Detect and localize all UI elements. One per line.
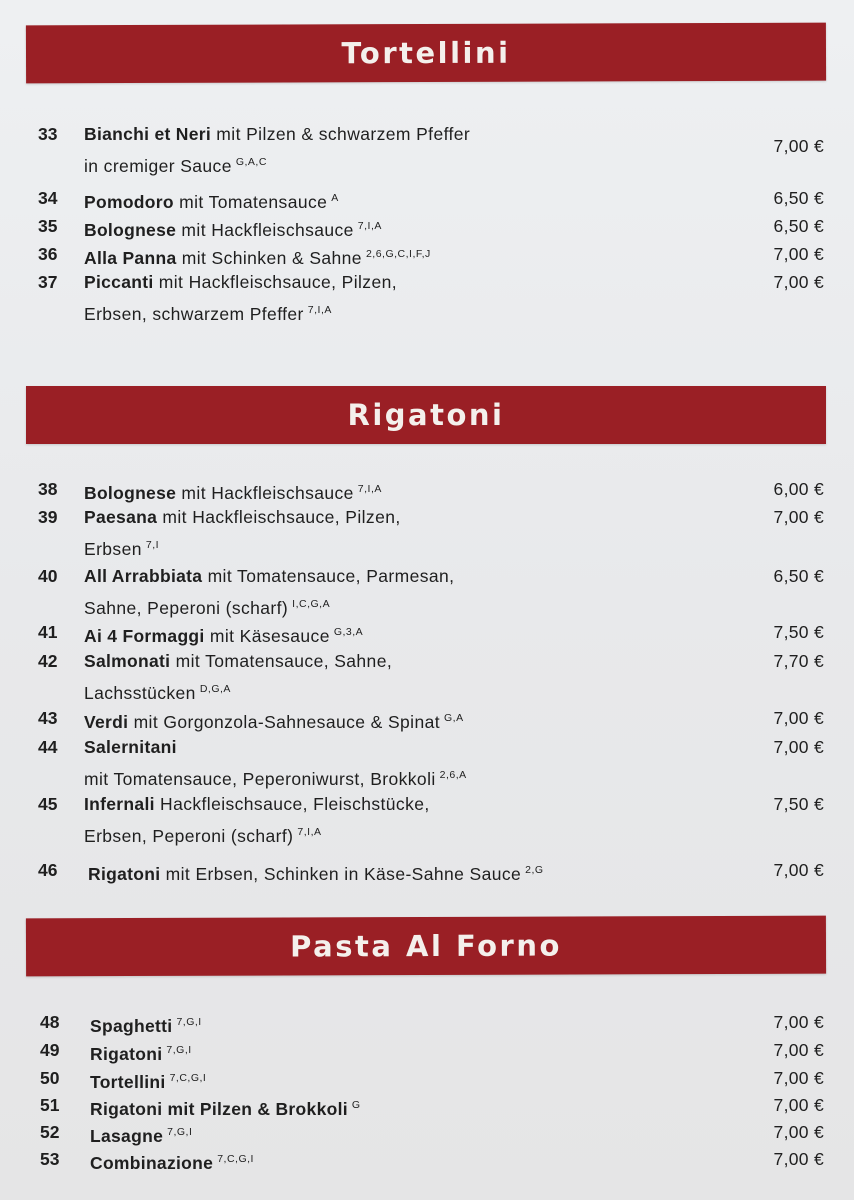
allergen-codes: 7,G,I [167, 1126, 193, 1138]
item-text: mit Hackfleischsauce [176, 483, 354, 503]
item-price: 7,00 € [773, 1068, 824, 1088]
item-number: 40 [38, 566, 58, 586]
item-name: Lasagne [90, 1126, 164, 1146]
item-text: mit Tomatensauce [173, 192, 328, 212]
item-name: Paesana [84, 507, 158, 527]
item-number: 44 [38, 737, 58, 757]
item-number: 50 [40, 1068, 60, 1088]
allergen-codes: G,A,C [235, 156, 267, 168]
allergen-codes: G [351, 1099, 361, 1111]
item-price: 7,50 € [773, 622, 824, 642]
item-text: mit Schinken & Sahne [176, 248, 362, 268]
item-text-line2: Erbsen, Peperoni (scharf) [84, 826, 294, 846]
item-text-line2: Lachsstücken [84, 683, 196, 703]
item-text: mit Gorgonzola-Sahnesauce & Spinat [128, 712, 440, 732]
item-price: 7,00 € [773, 737, 824, 757]
item-name: Verdi [84, 712, 129, 732]
item-number: 42 [38, 651, 58, 671]
item-text-line2: mit Tomatensauce, Peperoniwurst, Brokkoli [84, 769, 436, 789]
item-price: 7,00 € [773, 1012, 824, 1032]
item-name: Bianchi et Neri [84, 124, 212, 144]
item-price: 7,00 € [773, 1095, 824, 1115]
allergen-codes: 7,I,A [357, 220, 382, 232]
item-description [84, 562, 734, 622]
item-text-line2: Erbsen [84, 539, 142, 559]
item-price: 7,00 € [773, 708, 824, 728]
item-text: mit Pilzen & schwarzem Pfeffer [211, 124, 471, 144]
item-number: 51 [40, 1095, 60, 1115]
item-name: Rigatoni [88, 864, 161, 884]
item-text: mit Tomatensauce, Parmesan, [202, 566, 455, 586]
allergen-codes: 2,G [525, 864, 544, 876]
item-price: 6,50 € [773, 566, 824, 586]
item-price: 7,00 € [773, 136, 824, 156]
item-name: Rigatoni mit Pilzen & Brokkoli [90, 1099, 348, 1119]
item-price: 7,00 € [773, 244, 824, 264]
item-name: Spaghetti [90, 1016, 173, 1036]
item-price: 6,50 € [773, 188, 824, 208]
item-number: 49 [40, 1040, 60, 1060]
allergen-codes: 2,6,G,C,I,F,J [365, 248, 431, 260]
item-number: 35 [38, 216, 58, 236]
item-description [84, 704, 734, 736]
item-name: Pomodoro [84, 192, 174, 212]
item-text: mit Hackfleischsauce, Pilzen, [157, 507, 401, 527]
allergen-codes: 7,I,A [297, 826, 322, 838]
section-header-pasta-al-forno [26, 916, 826, 977]
item-price: 7,00 € [773, 860, 824, 880]
item-name: Salernitani [84, 737, 177, 757]
item-number: 41 [38, 622, 58, 642]
item-price: 7,00 € [773, 507, 824, 527]
item-price: 7,50 € [773, 794, 824, 814]
item-price: 7,00 € [773, 272, 824, 292]
item-number: 46 [38, 860, 58, 880]
allergen-codes: 7,I [145, 539, 160, 551]
item-name: Bolognese [84, 483, 177, 503]
item-number: 43 [38, 708, 58, 728]
item-text: mit Hackfleischsauce, Pilzen, [153, 272, 397, 292]
item-description [84, 733, 734, 793]
item-text: mit Tomatensauce, Sahne, [170, 651, 393, 671]
item-text-line2: Sahne, Peperoni (scharf) [84, 598, 289, 618]
item-description [84, 618, 734, 650]
item-name: Alla Panna [84, 248, 177, 268]
item-description [88, 856, 738, 888]
allergen-codes: G,3,A [333, 626, 364, 638]
section-title: Pasta Al Forno [290, 928, 562, 964]
item-name: Infernali [84, 794, 155, 814]
allergen-codes: 7,G,I [176, 1016, 202, 1028]
section-header-rigatoni [26, 386, 826, 444]
item-number: 48 [40, 1012, 60, 1032]
allergen-codes: 2,6,A [439, 769, 467, 781]
allergen-codes: 7,I,A [357, 483, 382, 495]
allergen-codes: 7,I,A [307, 304, 332, 316]
section-title: Rigatoni [347, 398, 505, 432]
item-text: mit Erbsen, Schinken in Käse-Sahne Sauce [160, 864, 522, 884]
item-description [84, 120, 734, 180]
item-name: All Arrabbiata [84, 566, 203, 586]
item-number: 36 [38, 244, 58, 264]
item-price: 7,70 € [773, 651, 824, 671]
item-name: Ai 4 Formaggi [84, 626, 205, 646]
item-text: Hackfleischsauce, Fleischstücke, [154, 794, 430, 814]
section-title: Tortellini [341, 35, 511, 71]
allergen-codes: I,C,G,A [292, 598, 331, 610]
item-number: 39 [38, 507, 58, 527]
item-name: Bolognese [84, 220, 177, 240]
section-header-tortellini [26, 23, 826, 84]
item-name: Salmonati [84, 651, 171, 671]
allergen-codes: A [331, 192, 339, 204]
item-number: 38 [38, 479, 58, 499]
item-description [84, 790, 734, 850]
item-price: 7,00 € [773, 1149, 824, 1169]
item-description [84, 503, 734, 563]
item-description [90, 1145, 740, 1177]
item-text-line2: Erbsen, schwarzem Pfeffer [84, 304, 304, 324]
item-description [84, 647, 734, 707]
item-number: 34 [38, 188, 58, 208]
item-number: 37 [38, 272, 58, 292]
item-price: 6,00 € [773, 479, 824, 499]
allergen-codes: 7,C,G,I [169, 1072, 207, 1084]
item-name: Combinazione [90, 1153, 214, 1173]
allergen-codes: 7,G,I [166, 1044, 192, 1056]
allergen-codes: G,A [443, 712, 464, 724]
item-name: Piccanti [84, 272, 154, 292]
item-price: 6,50 € [773, 216, 824, 236]
item-number: 52 [40, 1122, 60, 1142]
item-price: 7,00 € [773, 1040, 824, 1060]
item-name: Tortellini [90, 1072, 166, 1092]
allergen-codes: 7,C,G,I [217, 1153, 254, 1165]
item-name: Rigatoni [90, 1044, 163, 1064]
item-description [84, 268, 734, 328]
allergen-codes: D,G,A [199, 683, 231, 695]
item-number: 33 [38, 124, 58, 144]
item-number: 45 [38, 794, 58, 814]
item-number: 53 [40, 1149, 60, 1169]
item-text-line2: in cremiger Sauce [84, 156, 232, 176]
item-text: mit Käsesauce [204, 626, 330, 646]
item-price: 7,00 € [773, 1122, 824, 1142]
item-text: mit Hackfleischsauce [176, 220, 354, 240]
